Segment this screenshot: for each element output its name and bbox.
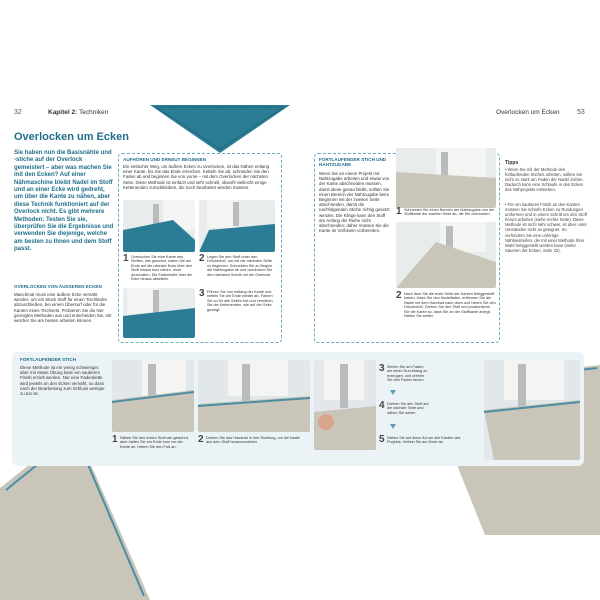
outer-corners-text: Manchmal muss eine äußere Ecke vernäht werden: um ein Stück Stoff für einen Tischläufer abzuschließen, bei einem Übersurf oder für die Kanten eines Tischsets. Probieren Sie die hier gezeigten Methoden aus und entscheiden Sie, mit welcher Sie am besten arbeiten können. — [14, 292, 112, 324]
box3-step-5-text: Nähen Sie auf diese Art um alle Kanten des Projekts. Ketteln Sie am Ende ab. — [387, 436, 461, 445]
running-head-left — [48, 109, 108, 116]
box1-heading: AUFHÖREN UND ERNEUT BEGINNEN — [123, 157, 206, 162]
box3-heading: FORTLAUFENDER STICH — [20, 357, 76, 362]
teal-fabric-corner-top — [150, 105, 290, 155]
box3-step-3-text: Ziehen Sie am Faden, um einen Durchhang zu erzeugen, und drehen Sie den Faden herum. — [387, 365, 428, 383]
box2-step-1-text: Schneiden Sie einen Bereich der Nahtzugabe von der Stoffkante der zweiten Seite ab, die Sie overlocken. — [404, 208, 495, 217]
box2-photo-1 — [396, 148, 496, 208]
right-page-number: 53 — [577, 109, 585, 116]
section-label: Techniken — [78, 109, 109, 116]
box1-step-3-text: Führen Sie nun entlang der Kante und ketteln Sie am Ende wieder ab. Fahren Sie so für alle Seiten fort und vernähen Sie die Kettenenden, wie auf der Seite gezeigt. — [207, 290, 273, 312]
box3-step-4-text: Drehen Sie den Stoff auf die nächste Seite und nähen Sie weiter. — [387, 402, 429, 415]
box3-step-3-number: 3 — [379, 363, 385, 374]
box2-step-1-number: 1 — [396, 206, 402, 217]
box1-step-2-text: Legen Sie den Stoff unter den Drückerfuß, um mit der nächsten Seite zu beginnen. Schneiden Sie zu Beginn die Nahtzugabe ab und overlocken Sie den nächsten Schritt mit der Overlock. — [207, 255, 273, 277]
tips-item-1: • Wenn Sie mit der Methode des fortlaufenden Stiches arbeiten, sollten Sie nicht zu stark am Faden der Nadel ziehen. Dadurch kann eine Schlaufe in den Ecken des Nähprojekts entstehen. — [505, 167, 584, 193]
arrow-down-icon — [390, 390, 396, 395]
outer-corners-heading: OVERLOCKEN VON ÄUSSEREN ECKEN — [14, 284, 102, 289]
box1-intro: Ein einfacher Weg, um äußere Ecken zu overlocken, ist das Nähen entlang einer Kante, bis Sie das Ende erreichen. Ketteln Sie ab, schneiden Sie den Faden ab und beginnen Sie von vorne – mit dem Overlocken der nächsten Seite. Diese Methode ist einfach und sehr schnell, obwohl vielleicht einige Kettenenden zurückbleiben, die noch bearbeitet werden müssen. — [123, 164, 270, 190]
box3-photo-2 — [198, 360, 310, 432]
running-head-right: Overlocken um Ecken — [496, 109, 560, 116]
left-page-number: 32 — [14, 109, 22, 116]
box2-step-2-text: Nach dem Sie die erste Seite der Kanten fertiggestellt haben, lösen Sie den Nadelfaden, entfernen Sie die Nadel mit dem Handrad nach oben und heben Sie den Drückerfuß. Drehen Sie den Stoff und positionieren Sie die Kante so, dass Sie an der Stoffkante anlegt. Nähen Sie weiter. — [404, 292, 496, 319]
box3-step-1-number: 1 — [112, 434, 118, 445]
tips-title: Tipps — [505, 160, 519, 166]
box3-photo-1 — [112, 360, 194, 432]
box3-step-5-number: 5 — [379, 434, 385, 445]
box1-step-3-number: 3 — [199, 288, 205, 299]
box2-heading: FORTLAUFENDER STICH UND NAHTZUGABE — [319, 157, 387, 167]
box3-photo-3 — [314, 360, 376, 450]
box3-step-1-text: Nähen Sie den ersten Stoff wie gewohnt, aber halten Sie am Ende kurz vor der Kante an. Heben Sie den Fuß an. — [120, 436, 189, 449]
box2-photo-2 — [396, 222, 496, 288]
box3-step-2-number: 2 — [198, 434, 204, 445]
tips-item-2: • Für ein sauberes Finish an den Kanten müssen Sie scharfe Ecken zu Rundungen umformen und in einem Schritt um den Stoff herum arbeiten (siehe rechte Seite). Diese Methode ist nicht sehr schwer, ist aber unter Umständen nicht so geeignet. So verhindern Sie eine unfertige Nähbeistreifen, die mit einer Methode Ihrer Wahl fertiggestellt werden kann (siehe Säumen der Ecken, Seite 32). — [505, 202, 587, 253]
box1-photo-1 — [123, 200, 195, 252]
box1-step-1-number: 1 — [123, 253, 129, 264]
box1-photo-2 — [199, 200, 275, 252]
arrow-down-icon — [390, 424, 396, 429]
article-lead: Sie haben nun die Basisnähte und -stiche auf der Overlock gemeistert – aber was machen Sie mit den Ecken? Auf einer Nähmaschine bleibt Nadel im Stoff und an einer Ecke wird gedreht, um über die Kante zu nähen, aber diese Technik funktioniert auf der Overlock nicht. Es gibt mehrere Methoden: Testen Sie sie, überprüfen Sie die Ergebnisse und verwenden Sie diejenige, welche am besten zu Ihnen und dem Stoff passt. — [14, 150, 114, 253]
box1-photo-3 — [123, 288, 195, 338]
box3-intro: Diese Methode ist ein wenig schwieriger, aber mit etwas Übung kann ein sauberes Finish erzielt werden. Nur eine Fadenkette wird jeweils an den Ecken vernäht, so dass nach der Bearbeitung zum Schluss weniger zu tun ist. — [20, 365, 105, 397]
article-title: Overlocken um Ecken — [14, 131, 129, 143]
box3-step-2-text: Drehen Sie das Handrad in Ihre Richtung, um die Nadel aus dem Stoff herauszuziehen. — [206, 436, 300, 445]
box3-step-4-number: 4 — [379, 400, 385, 411]
box3-photo-4 — [484, 360, 580, 460]
box1-step-1-text: Overlocken Sie eine Kante des Stoffes, wie gewohnt, indem Sie am Ende auf die nächste Ecke über den Stoff hinaus kurz nähen, ohne anzuhalten. Die Fadenkette über die Ecke hinaus abketteln. — [131, 255, 193, 282]
chapter-label: Kapitel 2: — [48, 109, 78, 116]
box1-step-2-number: 2 — [199, 253, 205, 264]
box2-step-2-number: 2 — [396, 290, 402, 301]
box2-intro: Wenn Sie an einem Projekt mit Nahtzugabe arbeiten und etwas von der Kante abschneiden müssen, damit diese genau bleibt, sollten Sie einen Bereich der Nahtzugabe beim Beginnen mit der zweiten Seite abschneiden, damit die nachfolgenden Stiche richtig gesetzt werden. Die Klinge kann den Stoff am Anfang der Reihe nicht abschneiden; daher müssen Sie die Kante im Vorhinein vorbereiten. — [319, 171, 390, 234]
